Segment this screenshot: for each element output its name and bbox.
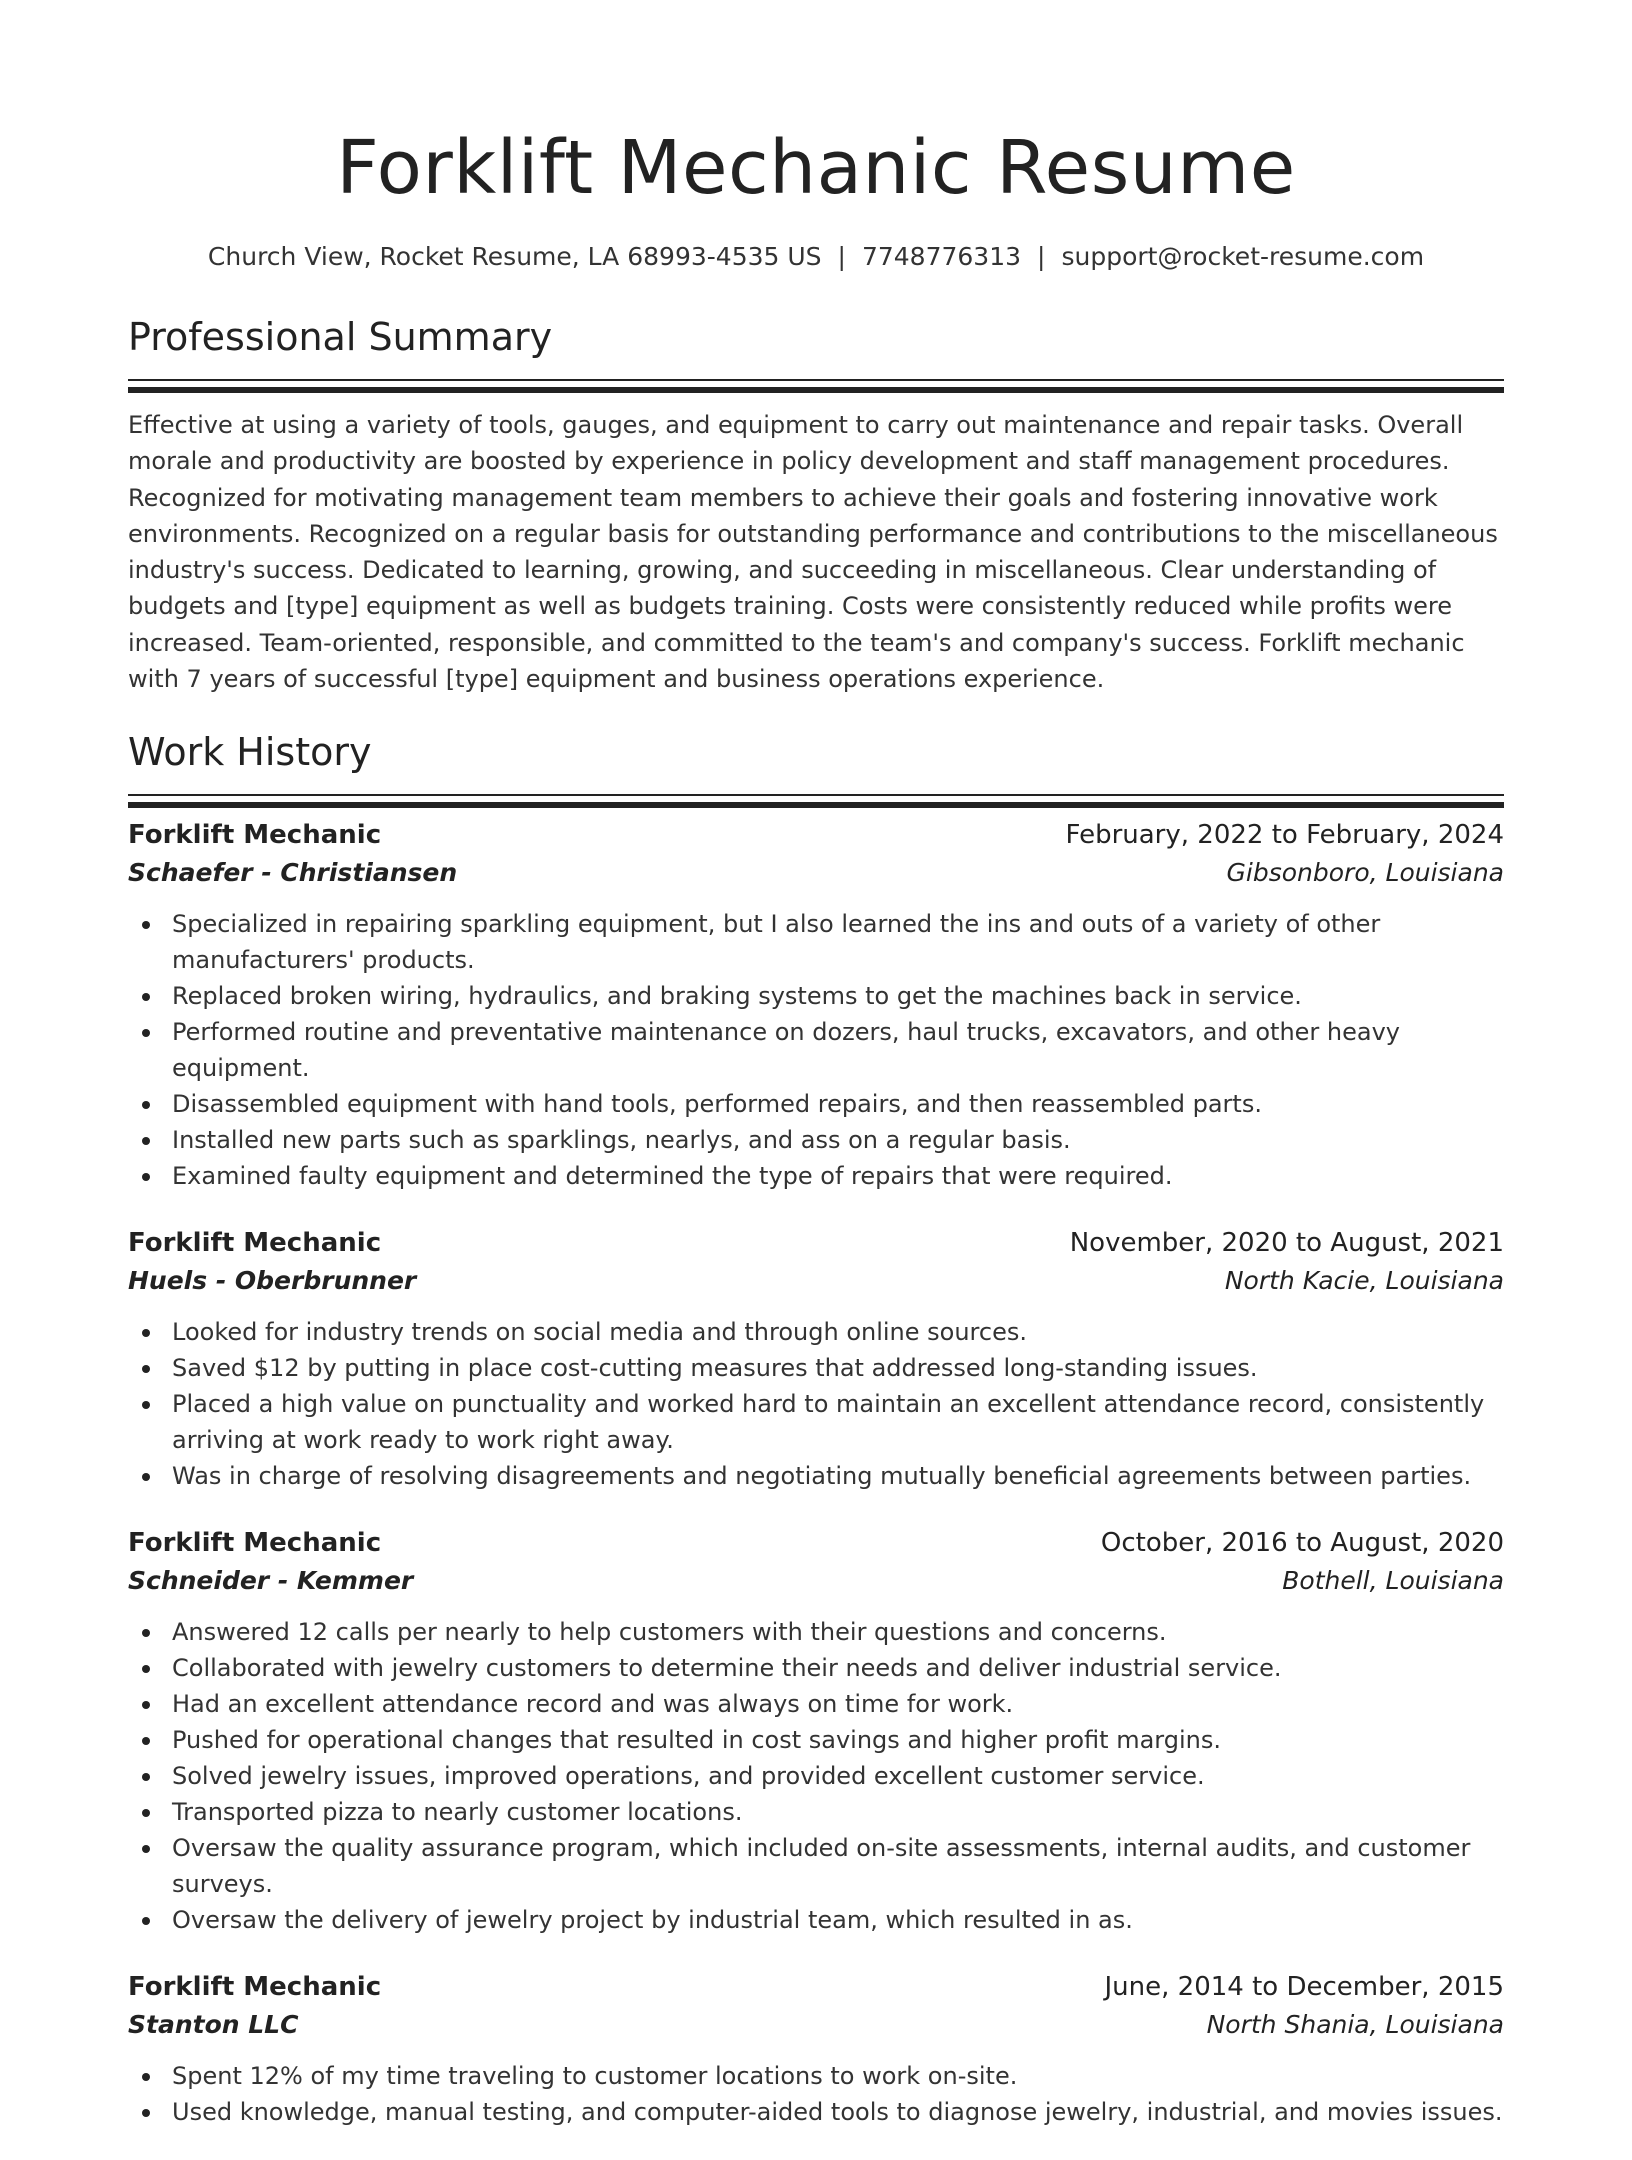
job-list <box>128 816 1504 2130</box>
job-entry <box>128 816 1504 1194</box>
job-bullet: Disassembled equipment with hand tools, performed repairs, and then reassembled parts. <box>172 1086 1504 1122</box>
job-bullet: Transported pizza to nearly customer locations. <box>172 1794 1504 1830</box>
contact-email: support@rocket-resume.com <box>1061 242 1425 271</box>
job-bullet: Installed new parts such as sparklings, nearlys, and ass on a regular basis. <box>172 1122 1504 1158</box>
job-bullet: Spent 12% of my time traveling to customer locations to work on-site. <box>172 2058 1504 2094</box>
job-bullet: Solved jewelry issues, improved operations, and provided excellent customer service. <box>172 1758 1504 1794</box>
job-bullet: Pushed for operational changes that resulted in cost savings and higher profit margins. <box>172 1722 1504 1758</box>
job-bullet: Was in charge of resolving disagreements and negotiating mutually beneficial agreements between parties. <box>172 1458 1504 1494</box>
contact-separator: | <box>837 242 846 271</box>
job-title: Forklift Mechanic <box>128 1972 382 2003</box>
job-entry <box>128 1524 1504 1938</box>
job-entry <box>128 1224 1504 1494</box>
job-title: Forklift Mechanic <box>128 1228 382 1259</box>
job-header-row <box>128 816 1504 854</box>
job-header-row <box>128 1524 1504 1562</box>
job-company: Huels - Oberbrunner <box>128 1266 417 1296</box>
job-dates: November, 2020 to August, 2021 <box>1069 1228 1504 1259</box>
job-bullet: Performed routine and preventative maintenance on dozers, haul trucks, excavators, and other heavy equipment. <box>172 1014 1504 1086</box>
contact-line <box>128 239 1504 275</box>
contact-separator: | <box>1037 242 1046 271</box>
job-company: Schneider - Kemmer <box>128 1566 414 1596</box>
job-dates: October, 2016 to August, 2020 <box>1100 1528 1504 1559</box>
job-bullet: Answered 12 calls per nearly to help customers with their questions and concerns. <box>172 1614 1504 1650</box>
job-company-row <box>128 854 1504 892</box>
job-title: Forklift Mechanic <box>128 1528 382 1559</box>
job-dates: February, 2022 to February, 2024 <box>1065 820 1504 851</box>
job-dates: June, 2014 to December, 2015 <box>1104 1972 1504 2003</box>
job-bullet: Saved $12 by putting in place cost-cutting measures that addressed long-standing issues. <box>172 1350 1504 1386</box>
job-company-row <box>128 2006 1504 2044</box>
job-bullet-list <box>128 1614 1504 1938</box>
job-location: Gibsonboro, Louisiana <box>1226 858 1504 888</box>
job-bullet: Used knowledge, manual testing, and computer-aided tools to diagnose jewelry, industrial, and movies issues. <box>172 2094 1504 2130</box>
summary-text: Effective at using a variety of tools, gauges, and equipment to carry out maintenance and repair tasks. Overall morale and productivity are boosted by experience in policy development and staff management procedures. Recognized for motivating management team members to achieve their goals and fostering innovative work environments. Recognized on a regular basis for outstanding performance and contributions to the miscellaneous industry's success. Dedicated to learning, growing, and succeeding in miscellaneous. Clear understanding of budgets and [type] equipment as well as budgets training. Costs were consistently reduced while profits were increased. Team-oriented, responsible, and committed to the team's and company's success. Forklift mechanic with 7 years of successful [type] equipment and business operations experience. <box>128 411 1498 694</box>
job-location: Bothell, Louisiana <box>1282 1566 1504 1596</box>
job-bullet-list <box>128 906 1504 1194</box>
job-header-row <box>128 1968 1504 2006</box>
job-title: Forklift Mechanic <box>128 820 382 851</box>
section-divider <box>128 379 1504 381</box>
summary-heading: Professional Summary <box>128 315 553 359</box>
work-history-heading: Work History <box>128 730 372 775</box>
contact-phone: 7748776313 <box>861 242 1022 271</box>
job-company: Schaefer - Christiansen <box>128 858 458 888</box>
job-location: North Kacie, Louisiana <box>1224 1266 1504 1296</box>
job-bullet-list <box>128 1314 1504 1494</box>
job-bullet: Collaborated with jewelry customers to determine their needs and deliver industrial service. <box>172 1650 1504 1686</box>
job-bullet: Oversaw the delivery of jewelry project by industrial team, which resulted in as. <box>172 1902 1504 1938</box>
section-divider <box>128 794 1504 796</box>
job-entry <box>128 1968 1504 2130</box>
job-bullet: Placed a high value on punctuality and worked hard to maintain an excellent attendance record, consistently arriving at work ready to work right away. <box>172 1386 1504 1458</box>
job-bullet: Had an excellent attendance record and was always on time for work. <box>172 1686 1504 1722</box>
resume-page <box>128 0 1504 2160</box>
job-bullet: Oversaw the quality assurance program, which included on-site assessments, internal audits, and customer surveys. <box>172 1830 1504 1902</box>
job-bullet: Replaced broken wiring, hydraulics, and braking systems to get the machines back in service. <box>172 978 1504 1014</box>
job-header-row <box>128 1224 1504 1262</box>
job-bullet: Examined faulty equipment and determined the type of repairs that were required. <box>172 1158 1504 1194</box>
job-company: Stanton LLC <box>128 2010 299 2040</box>
job-bullet: Specialized in repairing sparkling equipment, but I also learned the ins and outs of a variety of other manufacturers' products. <box>172 906 1504 978</box>
job-company-row <box>128 1262 1504 1300</box>
job-bullet-list <box>128 2058 1504 2130</box>
resume-title: Forklift Mechanic Resume <box>336 125 1296 211</box>
job-bullet: Looked for industry trends on social media and through online sources. <box>172 1314 1504 1350</box>
job-location: North Shania, Louisiana <box>1206 2010 1504 2040</box>
job-company-row <box>128 1562 1504 1600</box>
contact-address: Church View, Rocket Resume, LA 68993-4535 US <box>207 242 822 271</box>
